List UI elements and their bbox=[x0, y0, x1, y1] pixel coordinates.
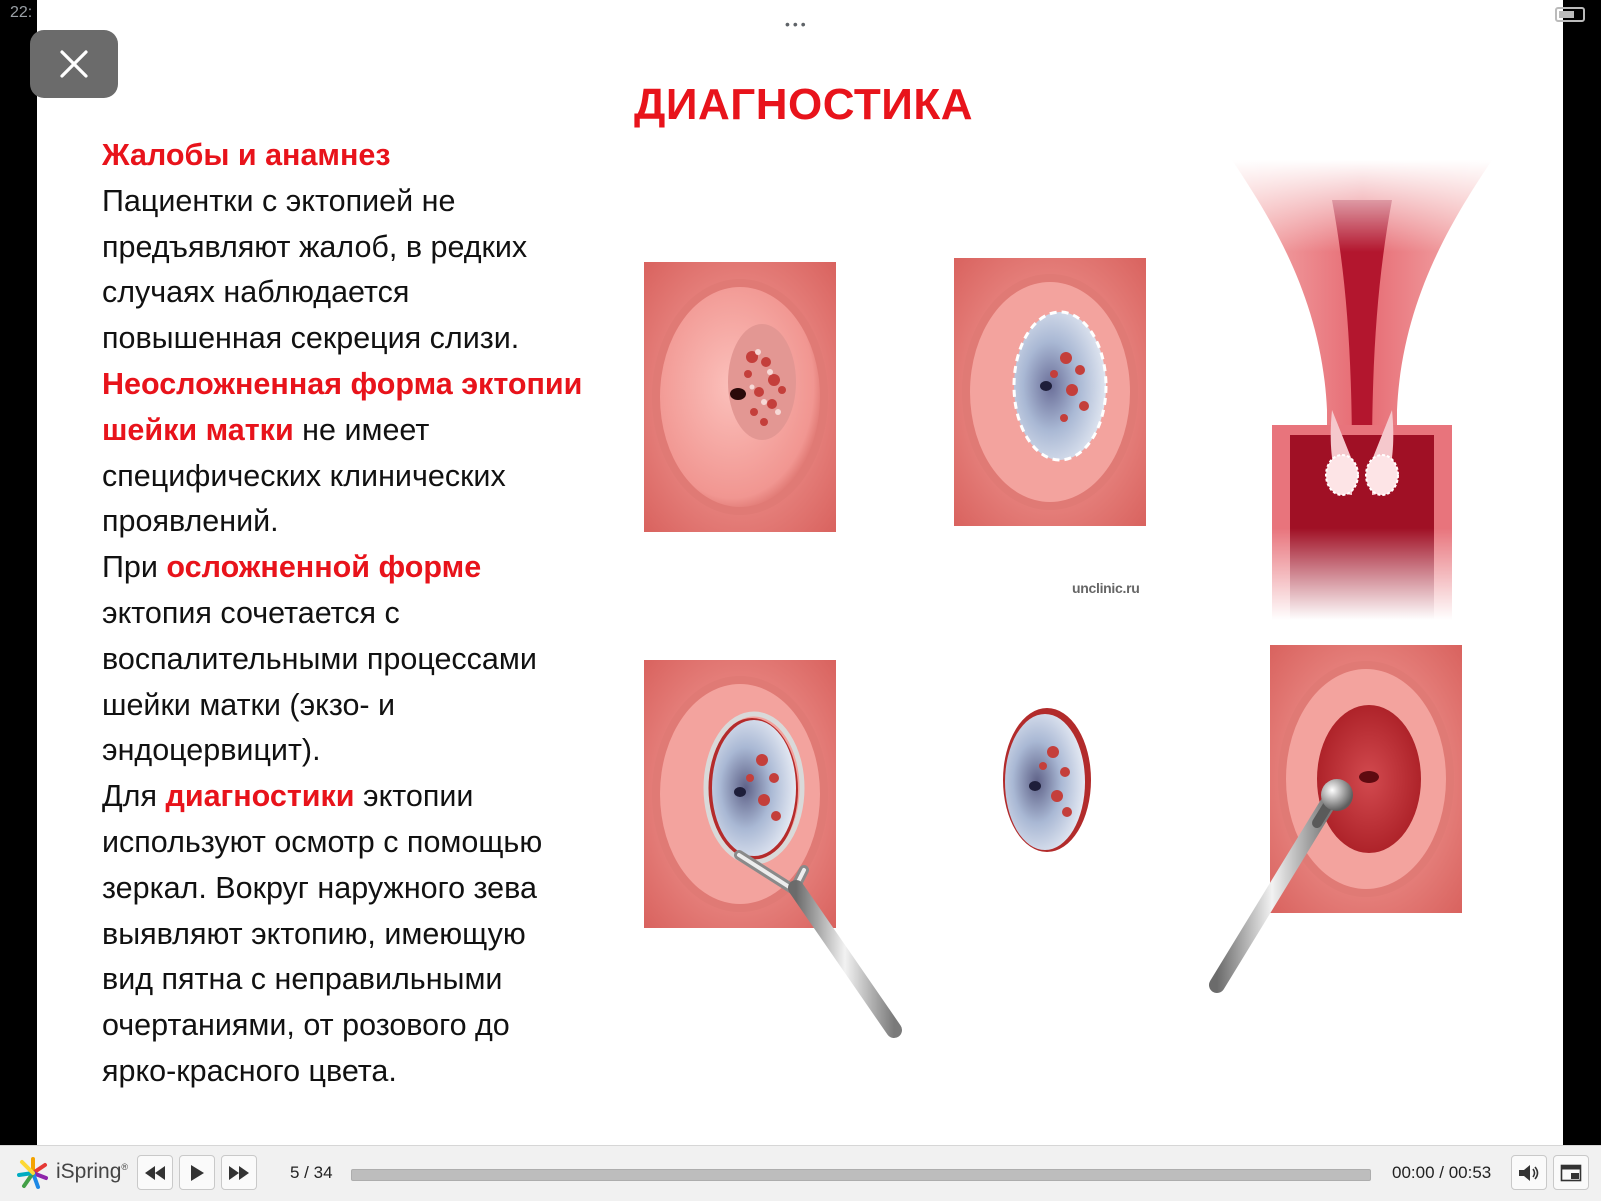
battery-icon bbox=[1555, 7, 1585, 22]
body-text: шейки матки (экзо- и bbox=[102, 687, 396, 722]
text-line bbox=[102, 1003, 702, 1049]
text-line bbox=[102, 591, 702, 637]
body-text: вид пятна с неправильными bbox=[102, 962, 503, 997]
text-line bbox=[102, 957, 702, 1003]
body-text: ярко-красного цвета. bbox=[102, 1053, 397, 1088]
close-icon bbox=[57, 47, 91, 81]
rewind-button[interactable] bbox=[137, 1155, 173, 1190]
text-line bbox=[102, 454, 702, 500]
body-text: выявляют эктопию, имеющую bbox=[102, 916, 526, 951]
rewind-icon bbox=[145, 1166, 165, 1180]
body-text: Для bbox=[102, 779, 166, 814]
image-watermark: unclinic.ru bbox=[1072, 580, 1140, 596]
slide-title: ДИАГНОСТИКА bbox=[634, 80, 974, 129]
highlighted-text: диагностики bbox=[165, 779, 355, 814]
cervix-coagulation-illustration bbox=[1157, 645, 1517, 1025]
highlighted-text: шейки матки bbox=[102, 412, 294, 447]
text-line bbox=[102, 270, 702, 316]
text-line bbox=[102, 179, 702, 225]
body-text: используют осмотр с помощью bbox=[102, 824, 543, 859]
body-text: предъявляют жалоб, в редких bbox=[102, 229, 528, 264]
text-line bbox=[102, 499, 702, 545]
body-text: специфических клинических bbox=[102, 458, 506, 493]
playback-time: 00:00 / 00:53 bbox=[1392, 1163, 1492, 1182]
body-text: эктопия сочетается с bbox=[102, 595, 400, 630]
fast-forward-icon bbox=[229, 1166, 249, 1180]
slide bbox=[37, 0, 1563, 1145]
body-text: очертаниями, от розового до bbox=[102, 1008, 510, 1043]
excised-tissue-illustration bbox=[995, 700, 1095, 860]
ispring-logo-icon bbox=[16, 1156, 50, 1190]
fullscreen-icon bbox=[1560, 1164, 1582, 1182]
cervix-marked-area-illustration bbox=[954, 258, 1146, 526]
text-line bbox=[102, 728, 702, 774]
text-line bbox=[102, 408, 702, 454]
status-time: 22: bbox=[10, 4, 33, 21]
highlighted-text: Неосложненная форма эктопии bbox=[102, 366, 583, 401]
play-button[interactable] bbox=[179, 1155, 215, 1190]
text-line bbox=[102, 133, 702, 179]
body-text: не имеет bbox=[293, 412, 430, 447]
fast-forward-button[interactable] bbox=[221, 1155, 257, 1190]
text-line bbox=[102, 683, 702, 729]
text-line bbox=[102, 316, 702, 362]
text-line bbox=[102, 225, 702, 271]
body-text: При bbox=[102, 550, 167, 585]
cervical-canal-section-illustration bbox=[1212, 160, 1512, 620]
text-line bbox=[102, 774, 702, 820]
text-line bbox=[102, 820, 702, 866]
text-line bbox=[102, 912, 702, 958]
body-text: случаях наблюдается bbox=[102, 275, 410, 310]
text-line bbox=[102, 545, 702, 591]
text-line bbox=[102, 362, 702, 408]
close-button[interactable] bbox=[30, 30, 118, 98]
text-line bbox=[102, 637, 702, 683]
player-control-bar bbox=[0, 1145, 1601, 1201]
body-text: эндоцервицит). bbox=[102, 733, 321, 768]
highlighted-text: Жалобы и анамнез bbox=[102, 138, 391, 172]
body-text: проявлений. bbox=[102, 504, 279, 539]
highlighted-text: осложненной форме bbox=[166, 550, 482, 585]
body-text: эктопии bbox=[354, 779, 474, 814]
fullscreen-button[interactable] bbox=[1553, 1155, 1589, 1190]
body-text: Пациентки с эктопией не bbox=[102, 183, 456, 218]
playback-progress-bar[interactable] bbox=[351, 1169, 1371, 1181]
text-line bbox=[102, 866, 702, 912]
body-text: воспалительными процессами bbox=[102, 641, 537, 676]
slide-counter: 5 / 34 bbox=[290, 1163, 333, 1182]
play-icon bbox=[190, 1165, 204, 1181]
ispring-brand: iSpring® bbox=[56, 1160, 129, 1183]
volume-button[interactable] bbox=[1511, 1155, 1547, 1190]
cervix-ectopy-illustration bbox=[644, 262, 836, 532]
status-dots: ••• bbox=[785, 16, 809, 32]
cervix-excision-illustration bbox=[644, 660, 944, 1040]
text-line bbox=[102, 1049, 702, 1095]
slide-body-text bbox=[102, 133, 702, 1095]
volume-icon bbox=[1518, 1164, 1540, 1182]
body-text: зеркал. Вокруг наружного зева bbox=[102, 870, 537, 905]
body-text: повышенная секреция слизи. bbox=[102, 321, 520, 356]
